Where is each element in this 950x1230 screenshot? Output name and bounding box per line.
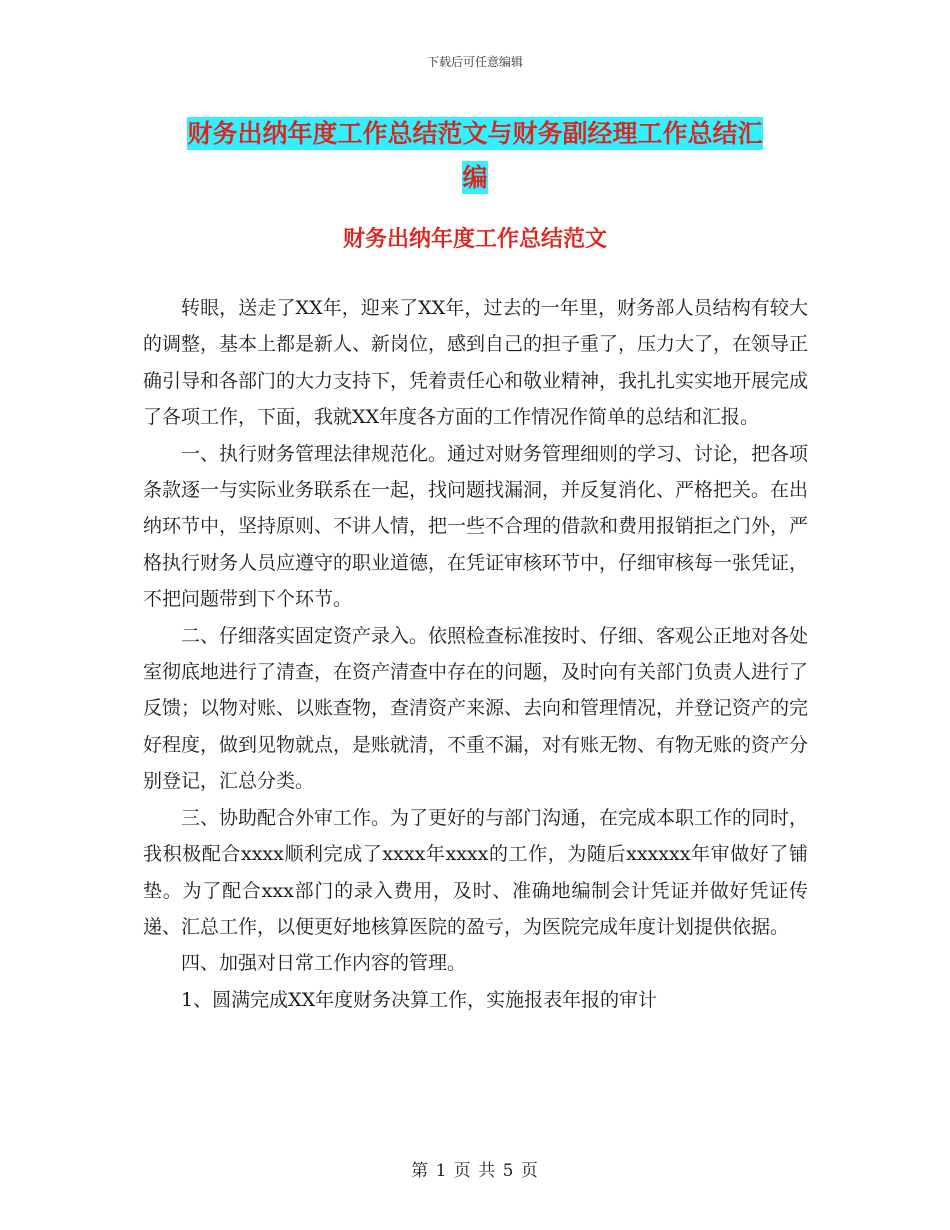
document-title-line2: 编 xyxy=(462,163,488,192)
paragraph-item-2: 二、仔细落实固定资产录入。依照检查标准按时、仔细、客观公正地对各处室彻底地进行了清查，在资产清查中存在的问题，及时向有关部门负责人进行了反馈；以物对账、以账查物，查清资产来源、去向和管理情况，并登记资产的完好程度，做到见物就点，是账就清，不重不漏，对有账无物、有物无账的资产分别登记，汇总分类。 xyxy=(143,624,809,793)
document-title-line1: 财务出纳年度工作总结范文与财务副经理工作总结汇 xyxy=(187,119,763,148)
document-title xyxy=(0,112,950,200)
body-text xyxy=(143,290,808,1018)
paragraph-item-4: 四、加强对日常工作内容的管理。 xyxy=(181,952,467,975)
section-title: 财务出纳年度工作总结范文 xyxy=(342,227,607,252)
header-note: 下载后可任意编辑 xyxy=(426,55,523,69)
paragraph-item-1: 一、执行财务管理法律规范化。通过对财务管理细则的学习、讨论，把各项条款逐一与实际业务联系在一起，找问题找漏洞，并反复消化、严格把关。在出纳环节中，坚持原则、不讲人情，把一些不合理的借款和费用报销拒之门外，严格执行财务人员应遵守的职业道德，在凭证审核环节中，仔细审核每一张凭证，不把问题带到下个环节。 xyxy=(143,442,809,611)
paragraph-item-3: 三、协助配合外审工作。为了更好的与部门沟通，在完成本职工作的同时，我积极配合xxxx顺利完成了xxxx年xxxx的工作，为随后xxxxxx年审做好了铺垫。为了配合xxx部门的录入费用，及时、准确地编制会计凭证并做好凭证传递、汇总工作，以便更好地核算医院的盈亏，为医院完成年度计划提供依据。 xyxy=(143,806,809,938)
page-number: 第 1 页 共 5 页 xyxy=(411,1161,539,1181)
paragraph-subitem-1: 1、圆满完成XX年度财务决算工作，实施报表年报的审计 xyxy=(181,988,658,1011)
paragraph-intro: 转眼，送走了XX年，迎来了XX年，过去的一年里，财务部人员结构有较大的调整，基本上都是新人、新岗位，感到自己的担子重了，压力大了，在领导正确引导和各部门的大力支持下，凭着责任心和敬业精神，我扎扎实实地开展完成了各项工作，下面，我就XX年度各方面的工作情况作简单的总结和汇报。 xyxy=(143,297,809,429)
